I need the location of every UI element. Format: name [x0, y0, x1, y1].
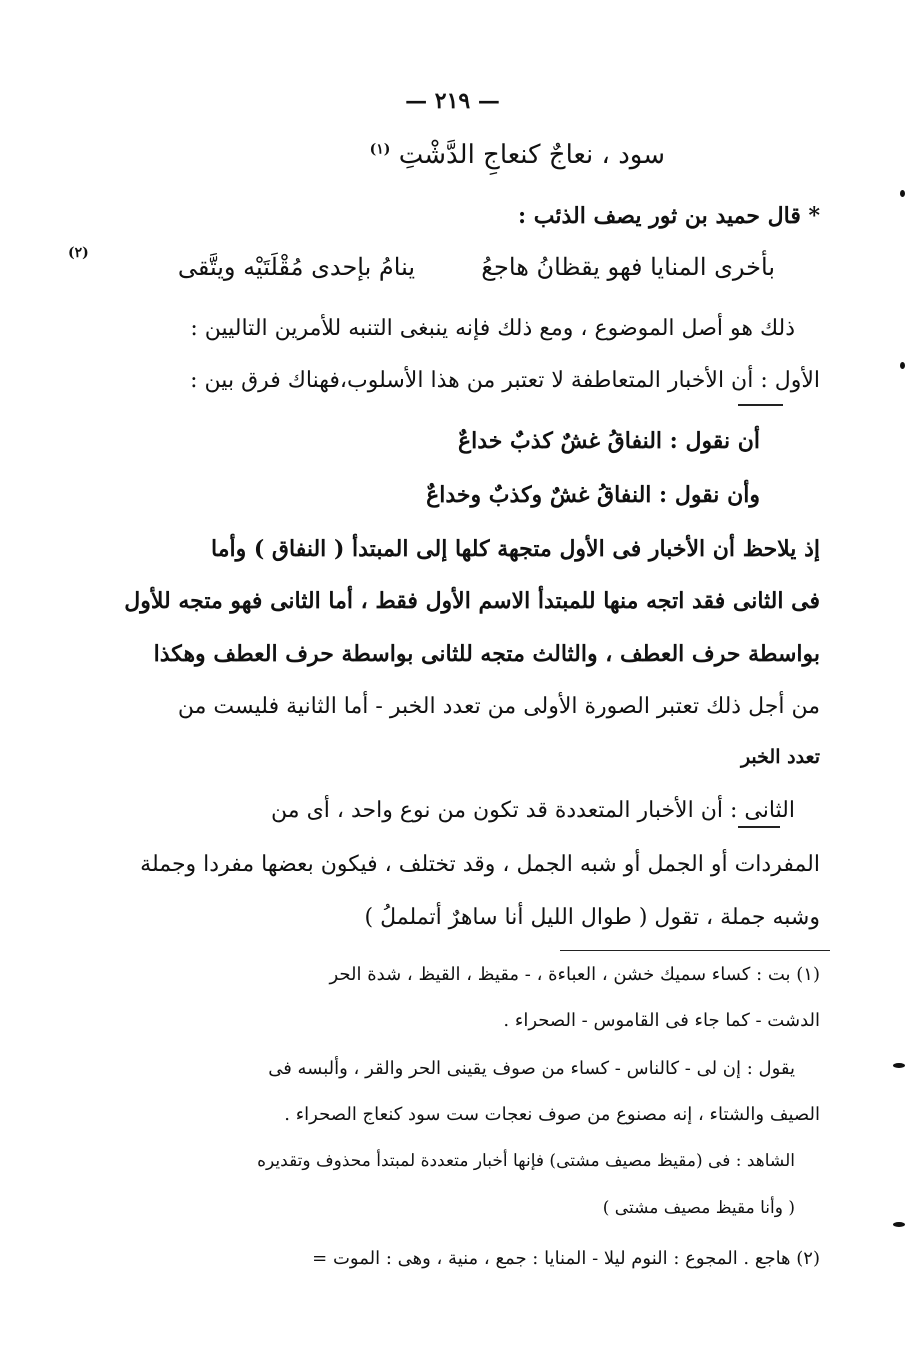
body-line: الأول : أن الأخبار المتعاطفة لا تعتبر من هذا الأسلوب،فهناك فرق بين :: [190, 368, 820, 393]
verse-fragment-line: [370, 142, 665, 168]
verse-left-hemistich: بأخرى المنايا فهو يقظانُ هاجعُ: [481, 253, 775, 281]
footnote-line: الصيف والشتاء ، إنه مصنوع من صوف نعجات ست سود كنعاج الصحراء .: [284, 1104, 820, 1125]
body-line: وشبه جملة ، تقول ( طوال الليل أنا ساهرٌ أتململُ ): [364, 905, 820, 930]
margin-mark: [900, 190, 905, 197]
footnote-ref-1: (١): [369, 141, 391, 158]
verse-fragment: سود ، نعاجٌ كنعاجِ الدَّشْتِ: [398, 140, 665, 170]
footnote-line: يقول : إن لى - كالناس - كساء من صوف يقينى الحر والقر ، وألبسه فى: [268, 1058, 795, 1079]
page-number: — ٢١٩ —: [405, 88, 500, 114]
footnote-line: الشاهد : فى (مقيظ مصيف مشتى) فإنها أخبار متعددة لمبتدأ محذوف وتقديره: [257, 1151, 795, 1171]
footnote-separator: [560, 950, 830, 951]
footnote-line: الدشت - كما جاء فى القاموس - الصحراء .: [503, 1010, 820, 1031]
margin-mark: [893, 1063, 905, 1068]
footnote-line: (٢) هاجع . المجوع : النوم ليلا - المنايا : جمع ، منية ، وهى : الموت =: [312, 1248, 820, 1269]
margin-mark: [893, 1222, 905, 1227]
body-line: من أجل ذلك تعتبر الصورة الأولى من تعدد الخبر - أما الثانية فليست من: [177, 694, 820, 719]
example-line: وأن نقول : النفاقُ غشٌ وكذبٌ وخداعٌ: [426, 482, 760, 508]
underline-rule: [738, 404, 783, 406]
body-line: تعدد الخبر: [740, 746, 820, 768]
body-line: الثانى : أن الأخبار المتعددة قد تكون من نوع واحد ، أى من: [271, 798, 795, 823]
body-line: فى الثانى فقد اتجه منها للمبتدأ الاسم الأول فقط ، أما الثانى فهو متجه للأول: [124, 588, 820, 614]
body-line: إذ يلاحظ أن الأخبار فى الأول متجهة كلها إلى المبتدأ ( النفاق ) وأما: [210, 536, 820, 562]
footnote-ref-2: (٢): [68, 245, 89, 261]
body-line: ذلك هو أصل الموضوع ، ومع ذلك فإنه ينبغى التنبه للأمرين التاليين :: [190, 316, 795, 341]
example-line: أن نقول : النفاقُ غشٌ كذبٌ خداعٌ: [458, 428, 760, 454]
intro-line: * قال حميد بن ثور يصف الذئب :: [518, 203, 820, 229]
underline-rule: [738, 826, 780, 828]
footnote-line: ( وأنا مقيظ مصيف مشتى ): [602, 1198, 795, 1218]
footnote-line: (١) بت : كساء سميك خشن ، العباءة ، - مقيظ ، القيظ ، شدة الحر: [329, 964, 820, 985]
body-line: بواسطة حرف العطف ، والثالث متجه للثانى بواسطة حرف العطف وهكذا: [153, 641, 820, 667]
body-line: المفردات أو الجمل أو شبه الجمل ، وقد تختلف ، فيكون بعضها مفردا وجملة: [140, 852, 820, 877]
verse-right-hemistich: ينامُ بإحدى مُقْلَتَيْه ويتَّقى: [177, 253, 415, 281]
margin-mark: [900, 362, 905, 369]
verse-left-hemistich-line: [481, 255, 775, 279]
